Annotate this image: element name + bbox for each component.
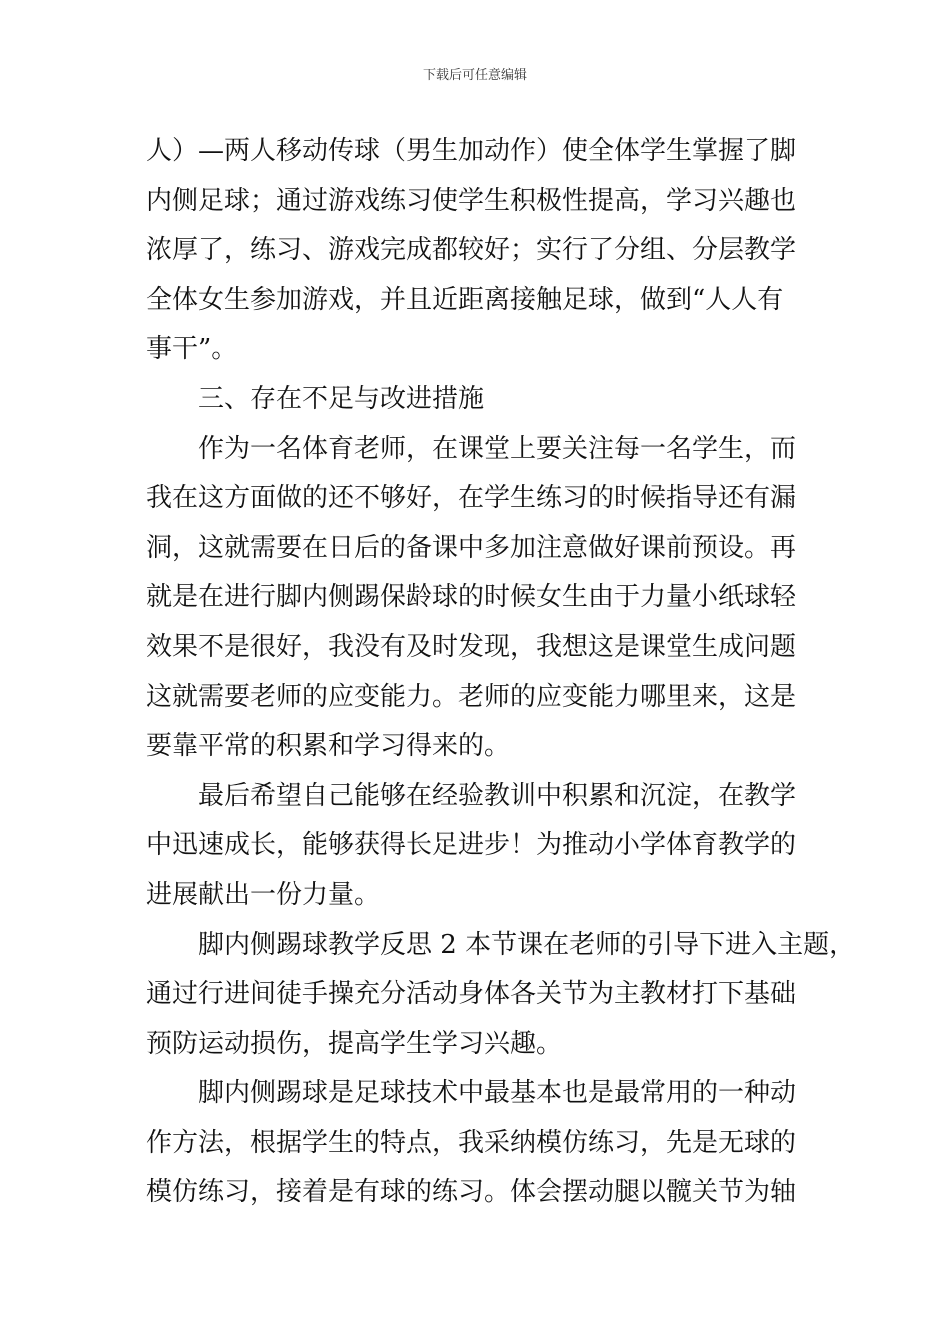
text-line: 效果不是很好，我没有及时发现，我想这是课堂生成问题	[146, 631, 797, 662]
text-line: 作方法，根据学生的特点，我采纳模仿练习，先是无球的	[146, 1127, 797, 1158]
document-body	[146, 127, 856, 1218]
text-line: 脚内侧踢球是足球技术中最基本也是最常用的一种动	[198, 1078, 797, 1109]
text-line: 进展献出一份力量。	[146, 879, 381, 910]
heading-text: 三、存在不足与改进措施	[198, 383, 485, 414]
text-line: 最后希望自己能够在经验教训中积累和沉淀，在教学	[198, 780, 797, 811]
paragraph-1	[146, 127, 814, 375]
text-line: 就是在进行脚内侧踢保龄球的时候女生由于力量小纸球轻	[146, 582, 797, 613]
paragraph-3	[146, 425, 814, 772]
text-line: 预防运动损伤，提高学生学习兴趣。	[146, 1028, 563, 1059]
text-line: 脚内侧踢球教学反思 2 本节课在老师的引导下进入主题，	[198, 929, 856, 960]
paragraph-4	[146, 772, 814, 921]
text-line: 浓厚了，练习、游戏完成都较好；实行了分组、分层教学	[146, 235, 797, 266]
paragraph-5	[146, 921, 856, 1070]
text-line: 全体女生参加游戏，并且近距离接触足球，做到“人人有	[146, 284, 784, 315]
text-line: 洞，这就需要在日后的备课中多加注意做好课前预设。再	[146, 532, 797, 563]
page-header: 下载后可任意编辑	[422, 68, 527, 83]
text-line: 内侧足球；通过游戏练习使学生积极性提高，学习兴趣也	[146, 185, 797, 216]
text-line: 这就需要老师的应变能力。老师的应变能力哪里来，这是	[146, 681, 797, 712]
text-line: 我在这方面做的还不够好，在学生练习的时候指导还有漏	[146, 483, 797, 514]
section-heading	[146, 375, 814, 425]
text-line: 中迅速成长，能够获得长足进步！为推动小学体育教学的	[146, 830, 797, 861]
text-line: 要靠平常的积累和学习得来的。	[146, 731, 511, 762]
text-line: 事干”。	[146, 334, 238, 365]
text-line: 通过行进间徒手操充分活动身体各关节为主教材打下基础	[146, 979, 797, 1010]
text-line: 模仿练习，接着是有球的练习。体会摆动腿以髋关节为轴	[146, 1177, 797, 1208]
paragraph-6	[146, 1069, 814, 1218]
text-line: 人）—两人移动传球（男生加动作）使全体学生掌握了脚	[146, 136, 797, 166]
text-line: 作为一名体育老师，在课堂上要关注每一名学生，而	[198, 433, 797, 464]
